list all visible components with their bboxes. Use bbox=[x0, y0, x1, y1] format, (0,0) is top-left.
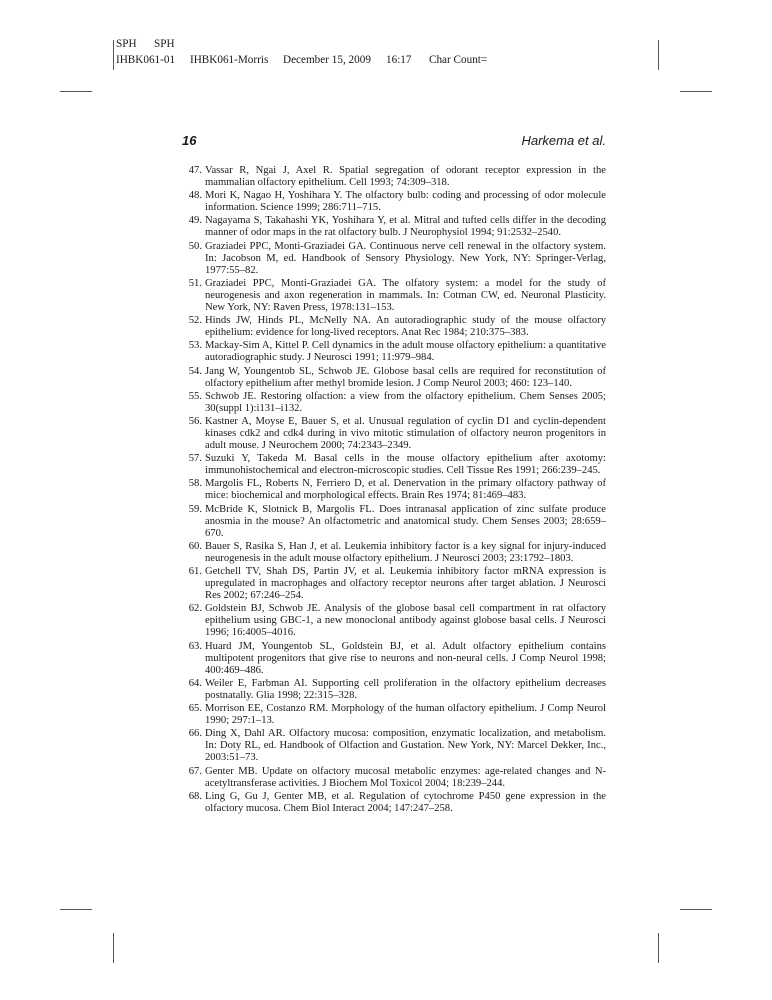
reference-item bbox=[182, 541, 606, 565]
reference-number: 68. bbox=[188, 790, 202, 802]
reference-item bbox=[182, 453, 606, 477]
slug-field: SPH bbox=[154, 38, 175, 50]
reference-item bbox=[182, 416, 606, 452]
reference-text: Morrison EE, Costanzo RM. Morphology of the human olfactory epithelium. J Comp Neurol 1990; 297:1–13. bbox=[205, 703, 606, 727]
reference-text: Graziadei PPC, Monti-Graziadei GA. Continuous nerve cell renewal in the olfactory system. In: Jacobson M, ed. Handbook of Sensory Physiology. New York, NY: Springer-Verlag, 1977:55–82. bbox=[205, 240, 606, 276]
reference-text: Suzuki Y, Takeda M. Basal cells in the mouse olfactory epithelium after axotomy: immunohistochemical and electron-microscopic studies. Cell Tissue Res 1991; 266:239–245. bbox=[205, 453, 606, 477]
slug-field: IHBK061-01 bbox=[116, 54, 176, 66]
reference-text: Getchell TV, Shah DS, Partin JV, et al. Leukemia inhibitory factor mRNA expression is upregulated in macrophages and olfactory receptor neurons after target ablation. J Neurosci Res 2002; 67:246–254. bbox=[205, 566, 606, 602]
reference-number: 56. bbox=[188, 415, 202, 427]
crop-mark bbox=[60, 91, 92, 92]
reference-item bbox=[182, 165, 606, 189]
reference-text: Huard JM, Youngentob SL, Goldstein BJ, et al. Adult olfactory epithelium contains multipotent progenitors that give rise to neurons and non-neural cells. J Comp Neurol 1998; 400:469–486. bbox=[205, 640, 606, 676]
reference-text: Nagayama S, Takahashi YK, Yoshihara Y, et al. Mitral and tufted cells differ in the decoding manner of odor maps in the rat olfactory bulb. J Neurophysiol 1994; 91:2532–2540. bbox=[205, 215, 606, 239]
reference-item bbox=[182, 478, 606, 502]
reference-number: 62. bbox=[188, 603, 202, 615]
reference-item bbox=[182, 504, 606, 540]
slug-line-1 bbox=[116, 36, 487, 52]
reference-text: McBride K, Slotnick B, Margolis FL. Does intranasal application of zinc sulfate produce anosmia in the mouse? An olfactometric and anatomical study. Chem Senses 2003; 28:659–670. bbox=[205, 503, 606, 539]
reference-text: Kastner A, Moyse E, Bauer S, et al. Unusual regulation of cyclin D1 and cyclin-dependent kinases cdk2 and cdk4 during in vivo mitotic stimulation of olfactory neuron progenitors in adult mouse. J Neurochem 2000; 74:2343–2349. bbox=[205, 415, 606, 452]
reference-number: 64. bbox=[188, 677, 202, 689]
reference-item bbox=[182, 703, 606, 727]
reference-number: 48. bbox=[188, 190, 202, 202]
reference-number: 59. bbox=[188, 503, 202, 515]
reference-number: 47. bbox=[188, 165, 202, 176]
reference-item bbox=[182, 340, 606, 364]
running-head bbox=[182, 133, 606, 149]
reference-item bbox=[182, 391, 606, 415]
reference-item bbox=[182, 215, 606, 239]
page-number: 16 bbox=[182, 133, 197, 148]
reference-number: 57. bbox=[188, 453, 202, 465]
reference-text: Ling G, Gu J, Genter MB, et al. Regulation of cytochrome P450 gene expression in the olfactory mucosa. Chem Biol Interact 2004; 147:247–258. bbox=[205, 790, 606, 814]
reference-number: 61. bbox=[188, 566, 202, 577]
reference-item bbox=[182, 315, 606, 339]
reference-text: Ding X, Dahl AR. Olfactory mucosa: composition, enzymatic localization, and metabolism. In: Doty RL, ed. Handbook of Olfaction and Gustation. New York, NY: Marcel Dekker, Inc., 2003:51–73. bbox=[205, 728, 606, 764]
reference-number: 60. bbox=[188, 540, 202, 552]
reference-number: 67. bbox=[188, 765, 202, 777]
slug-line-2 bbox=[116, 52, 487, 68]
reference-number: 50. bbox=[188, 240, 202, 252]
reference-text: Genter MB. Update on olfactory mucosal metabolic enzymes: age-related changes and N-acetyltransferase activities. J Biochem Mol Toxicol 2004; 18:239–244. bbox=[205, 765, 606, 789]
reference-text: Margolis FL, Roberts N, Ferriero D, et al. Denervation in the primary olfactory pathway of mice: biochemical and morphological effects. Brain Res 1974; 81:469–483. bbox=[205, 478, 606, 502]
reference-text: Mackay-Sim A, Kittel P. Cell dynamics in the adult mouse olfactory epithelium: a quantitative autoradiographic study. J Neurosci 1991; 11:979–984. bbox=[205, 340, 606, 364]
reference-item bbox=[182, 241, 606, 277]
slug-field: Char Count= bbox=[429, 54, 488, 66]
reference-text: Schwob JE. Restoring olfaction: a view from the olfactory epithelium. Chem Senses 2005; 30(suppl 1):i131–i132. bbox=[205, 390, 606, 414]
reference-item bbox=[182, 566, 606, 602]
reference-number: 58. bbox=[188, 478, 202, 490]
reference-number: 63. bbox=[188, 640, 202, 652]
reference-number: 55. bbox=[188, 390, 202, 402]
slug-field: December 15, 2009 bbox=[283, 54, 371, 66]
reference-number: 53. bbox=[188, 340, 202, 352]
reference-item bbox=[182, 190, 606, 214]
crop-mark bbox=[680, 909, 712, 910]
printer-slug bbox=[116, 36, 487, 68]
crop-mark bbox=[113, 933, 114, 963]
reference-item bbox=[182, 766, 606, 790]
reference-item bbox=[182, 278, 606, 314]
crop-mark bbox=[680, 91, 712, 92]
reference-list bbox=[182, 165, 606, 816]
reference-item bbox=[182, 728, 606, 764]
crop-mark bbox=[658, 933, 659, 963]
reference-text: Hinds JW, Hinds PL, McNelly NA. An autoradiographic study of the mouse olfactory epithelium: evidence for long-lived receptors. Anat Rec 1984; 210:375–383. bbox=[205, 315, 606, 339]
reference-text: Graziadei PPC, Monti-Graziadei GA. The olfatory system: a model for the study of neurogenesis and axon regeneration in mammals. In: Cotman CW, ed. Neuronal Plasticity. New York, NY: Raven Press, 1978:131–153. bbox=[205, 277, 606, 314]
crop-mark bbox=[113, 40, 114, 70]
reference-text: Mori K, Nagao H, Yoshihara Y. The olfactory bulb: coding and processing of odor molecule information. Science 1999; 286:711–715. bbox=[205, 190, 606, 214]
slug-field: IHBK061-Morris bbox=[190, 54, 269, 66]
reference-item bbox=[182, 366, 606, 390]
reference-text: Jang W, Youngentob SL, Schwob JE. Globose basal cells are required for reconstitution of olfactory epithelium after methyl bromide lesion. J Comp Neurol 2003; 460: 123–140. bbox=[205, 365, 606, 389]
running-head-authors: Harkema et al. bbox=[521, 133, 606, 148]
reference-number: 54. bbox=[188, 365, 202, 377]
reference-number: 65. bbox=[188, 703, 202, 715]
slug-field: SPH bbox=[116, 38, 137, 50]
reference-text: Goldstein BJ, Schwob JE. Analysis of the globose basal cell compartment in rat olfactory epithelium using GBC-1, a new monoclonal antibody against globose basal cells. J Neurosci 1996; 16:4005–4016. bbox=[205, 603, 606, 639]
reference-item bbox=[182, 791, 606, 815]
reference-text: Bauer S, Rasika S, Han J, et al. Leukemia inhibitory factor is a key signal for injury-induced neurogenesis in the adult mouse olfactory epithelium. J Neurosci 2003; 23:1792–1803. bbox=[205, 540, 606, 564]
reference-number: 52. bbox=[188, 315, 202, 327]
slug-field: 16:17 bbox=[386, 54, 412, 66]
reference-item bbox=[182, 678, 606, 702]
reference-text: Vassar R, Ngai J, Axel R. Spatial segregation of odorant receptor expression in the mammalian olfactory epithelium. Cell 1993; 74:309–318. bbox=[205, 165, 606, 189]
reference-number: 51. bbox=[188, 277, 202, 289]
reference-number: 66. bbox=[188, 728, 202, 740]
reference-number: 49. bbox=[188, 215, 202, 227]
reference-item bbox=[182, 641, 606, 677]
crop-mark bbox=[60, 909, 92, 910]
reference-text: Weiler E, Farbman AI. Supporting cell proliferation in the olfactory epithelium decreases postnatally. Glia 1998; 22:315–328. bbox=[205, 677, 606, 701]
reference-item bbox=[182, 603, 606, 639]
crop-mark bbox=[658, 40, 659, 70]
